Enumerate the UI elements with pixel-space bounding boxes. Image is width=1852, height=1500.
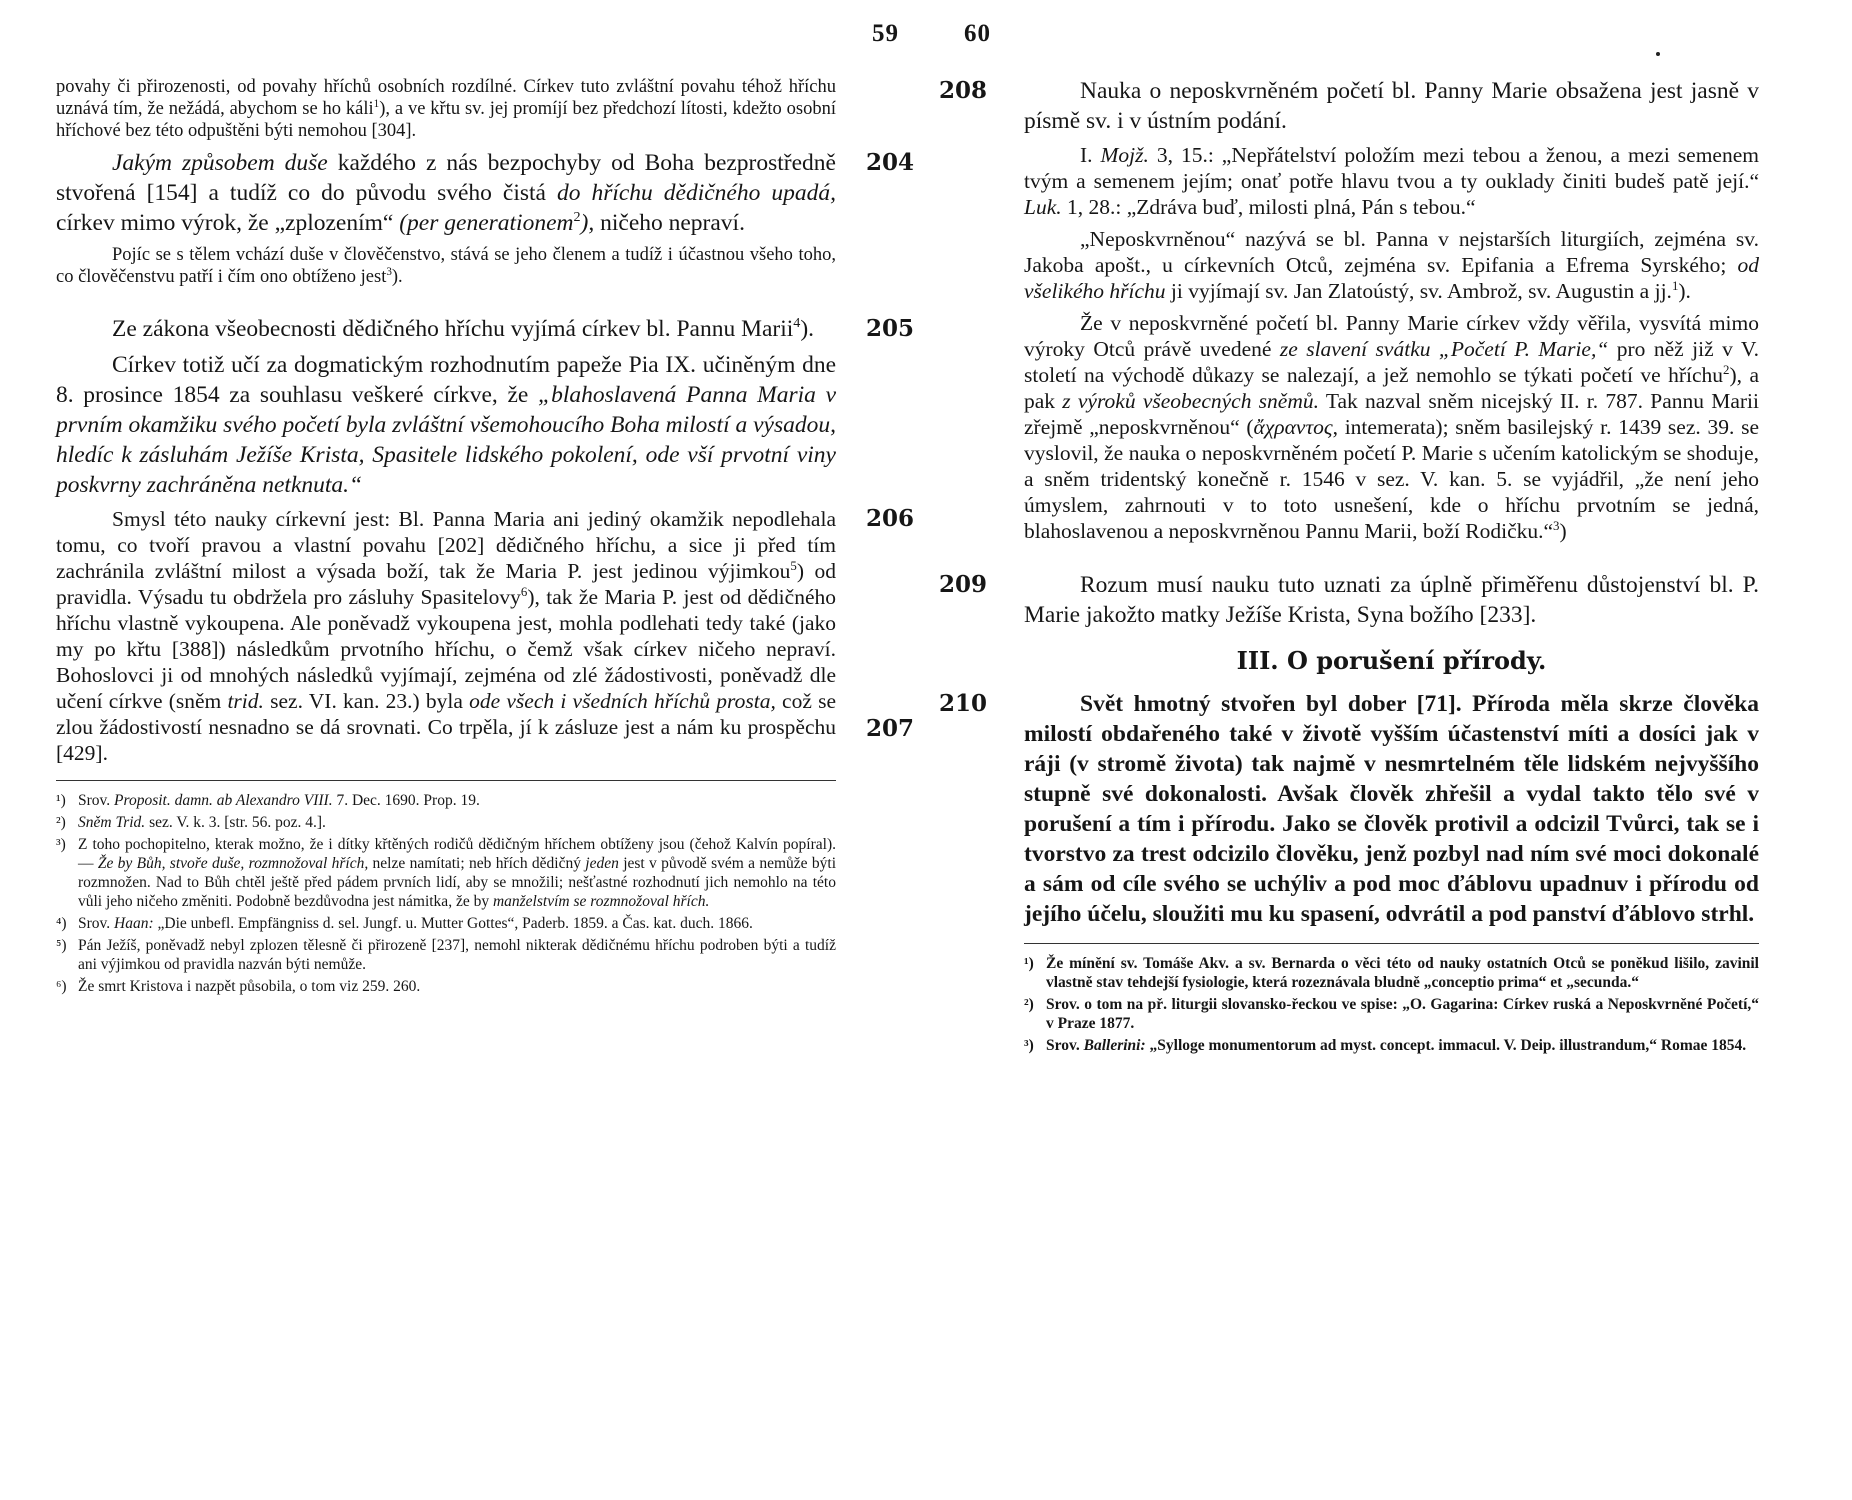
- left-paragraph-3: Pojíc se s tělem vchází duše v člověčenstvo, stává se jeho členem a tudíž i účastnou všeho toho, co člověčenstvu patří i čím ono obtíženo jest$^3$).: [56, 245, 836, 287]
- footnote-left-3: ³) Z toho pochopitelno, kterak možno, že i dítky křtěných rodičů dědičným hříchem obtíženy jsou (čehož Kalvín popíral). — Že by Bůh, stvoře duše, rozmnožoval hřích, nelze namítati; neb hřích dědičný jeden jest v původě svém a nemůže býti rozmnožen. Nad to Bůh chtěl ještě před pádem prvních lidí, aby se množili; nešťastné rozhodnutí jich nemohlo na této vůli jeho ničeho změniti. Podobně bezdůvodna jest námitka, že by manželstvím se rozmnožoval hřích.: [56, 836, 837, 910]
- margin-number-205: 205: [866, 315, 915, 342]
- right-footnotes: [1024, 954, 1759, 1055]
- footnote-right-1: ¹) Že mínění sv. Tomáše Akv. a sv. Bernarda o věci této od nauky ostatních Otců se poněkud lišilo, zavinil vlastně stav tehdejší fysiologie, která rozeznávala bludně „conceptio prima“ et „secunda.“: [1024, 955, 1759, 991]
- right-paragraph-2: I. Mojž. 3, 15.: „Nepřátelství položím mezi tebou a ženou, a mezi semenem tvým a semenem jejím; onať potře hlavu tvou a ty ouklady činiti budeš patě její.“ Luk. 1, 28.: „Zdráva buď, milosti plná, Pán s tebou.“: [1024, 143, 1759, 219]
- footnote-left-4: ⁴) Srov. Haan: „Die unbefl. Empfängniss d. sel. Jungf. u. Mutter Gottes“, Paderb. 1859. a Čas. kat. duch. 1866.: [56, 915, 753, 932]
- footnote-right-3: ³) Srov. Ballerini: „Sylloge monumentorum ad myst. concept. immacul. V. Deip. illustrandum,“ Romae 1854.: [1024, 1037, 1747, 1054]
- print-speck: [1656, 52, 1660, 56]
- left-paragraph-2: 204 Jakým způsobem duše každého z nás bezpochyby od Boha bezprostředně stvořená [154] a tudíž co do původu svého čistá do hříchu dědičného upadá, církev mimo výrok, že „zplozením“ (per generationem$^2$), ničeho nepraví.: [56, 149, 915, 236]
- footnote-left-5: ⁵) Pán Ježíš, poněvadž nebyl zplozen tělesně či přirozeně [237], nemohl nikterak dědičnému hříchu podroben býti a tudíž ani výjimkou od pravidla nazván býti nemůže.: [56, 937, 836, 973]
- margin-number-204: 204: [866, 149, 915, 176]
- margin-number-210: 210: [939, 690, 988, 717]
- footnote-left-1: ¹) Srov. Proposit. damn. ab Alexandro VIII. 7. Dec. 1690. Prop. 19.: [56, 792, 480, 809]
- margin-number-208: 208: [939, 77, 988, 104]
- footnote-divider-right: [1024, 943, 1759, 944]
- footnote-left-6: ⁶) Že smrt Kristova i nazpět působila, o tom viz 259. 260.: [56, 978, 421, 995]
- left-paragraph-1: povahy či přirozenosti, od povahy hříchů osobních rozdílné. Církev tuto zvláštní povahu téhož hříchu uznává tím, že nežádá, abychom se ho káli$^1$), a ve křtu sv. jej promíjí bez předchozí lítosti, kdežto osobní hříchové bez této odpuštěni býti nemohou [304].: [56, 77, 836, 141]
- right-paragraph-5: 209 Rozum musí nauku tuto uznati za úplně přiměřenu důstojenství bl. P. Marie jakožto matky Ježíše Krista, Syna božího [233].: [939, 571, 1759, 628]
- footnote-divider-left: [56, 780, 836, 781]
- right-paragraph-4: Že v neposkvrněné početí bl. Panny Marie církev vždy věřila, vysvítá mimo výroky Otců právě uvedené ze slavení svátku „Početí P. Marie,“ pro něž již v V. století na východě důkazy se nalezají, a jež nemohlo se týkati početí ve hříchu$^2$), a pak z výroků všeobecných sněmů. Tak nazval sněm nicejský II. r. 787. Pannu Marii zřejmě „neposkvrněnou“ (ἄχραντος, intemerata); sněm basilejský r. 1439 sez. 39. se vyslovil, že nauka o neposkvrněném početí P. Marie s učením katolickým se shoduje, a sněm tridentský konečně r. 1546 v sez. V. kan. 5. se vyjádřil, „že není jeho úmyslem, zahrnouti v to toto usnešení, kde o hříchu prvotním se jedná, blahoslavenou a neposkvrněnou Pannu Marii, boží Rodičku.“$^3$): [1024, 311, 1760, 543]
- right-paragraph-3: „Neposkvrněnou“ nazývá se bl. Panna v nejstarších liturgiích, zejména sv. Jakoba apošt., u církevních Otců, zejména sv. Epifania a Efrema Syrského; od všelikého hříchu ji vyjímají sv. Jan Zlatoústý, sv. Ambrož, sv. Augustin a jj.$^1$).: [1024, 227, 1759, 303]
- left-paragraph-5-dogma: Církev totiž učí za dogmatickým rozhodnutím papeže Pia IX. učiněným dne 8. prosince 1854 za souhlasu veškeré církve, že „blahoslavená Panna Maria v prvním okamžiku svého početí byla zvláštní všemohoucího Boha milostí a výsadou, hledíc k zásluhám Ježíše Krista, Spasitele lidského pokolení, ode vší prvotní viny poskvrny zachráněna netknuta.“: [56, 352, 836, 498]
- right-page: [926, 0, 1852, 1500]
- left-footnotes: [56, 791, 836, 996]
- margin-number-206: 206: [866, 505, 915, 532]
- footnote-right-2: ²) Srov. o tom na př. liturgii slovansko-řeckou ve spise: „O. Gagarina: Církev ruská a Neposkvrněné Početí,“ v Praze 1877.: [1024, 996, 1759, 1032]
- margin-number-209: 209: [939, 571, 988, 598]
- left-paragraph-6: 206 207 Smysl této nauky církevní jest: Bl. Panna Maria ani jediný okamžik nepodlehala tomu, co tvoří pravou a vlastní povahu [202] dědičného hříchu, a sice ji před tím zachránila zvláštní milost a výsada boží, tak že Maria P. jest jedinou výjimkou$^5$) od pravidla. Výsadu tu obdržela pro zásluhy Spasitelovy$^6$), tak že Maria P. jest od dědičného hříchu vlastně vykoupena. Ale poněvadž vykoupena jest, mohla podlehati tedy také (jako my po křtu [388]) následkům prvotního hříchu, o čemž však církev ničeho nepraví. Bohoslovci ji od mnohých následků vyjímají, zejména od zlé žádostivosti, poněvadž dle učení církve (sněm trid. sez. VI. kan. 23.) byla ode všech i všedních hříchů prosta, což se zlou žádostivostí nesnadno se dá srovnati. Co trpěla, jí k zásluze jest a nám ku prospěchu [429].: [56, 505, 915, 765]
- footnote-left-2: ²) Sněm Trid. sez. V. k. 3. [str. 56. poz. 4.].: [56, 814, 326, 831]
- margin-number-207: 207: [866, 715, 915, 742]
- section-title: III. O porušení přírody.: [1236, 646, 1547, 675]
- right-text-column: [939, 76, 1760, 1058]
- right-paragraph-6: 210 Svět hmotný stvořen byl dober [71]. Příroda měla skrze člověka milostí obdařeného také v životě vyšším účastenství míti a dosíci jak v ráji (v stromě života) tak najmě v nesmrtelném těle lidském nejvyššího stupně své dokonalosti. Avšak člověk zhřešil a vydal takto tělo své v porušení a tím i přírodu. Jako se člověk protivil a odcizil Tvůrci, tak se i tvorstvo za trest odcizilo člověku, jenž pozbyl nad ním své moci dokonalé a sám od cíle svého se uchýliv a pod moc ďáblovu upadnuv i přírodu od jejího účelu, sloužiti mu ku spasení, odvrátil a pod panství ďáblovo strhl.: [939, 690, 1759, 927]
- page-number-right: 60: [964, 20, 991, 47]
- left-paragraph-4: 205 Ze zákona všeobecnosti dědičného hříchu vyjímá církev bl. Pannu Marii$^4$).: [112, 315, 915, 342]
- page-number-left: 59: [872, 20, 899, 47]
- right-paragraph-1: 208 Nauka o neposkvrněném početí bl. Panny Marie obsažena jest jasně v písmě sv. i v ústním podání.: [939, 77, 1759, 134]
- left-text-column: [56, 76, 915, 999]
